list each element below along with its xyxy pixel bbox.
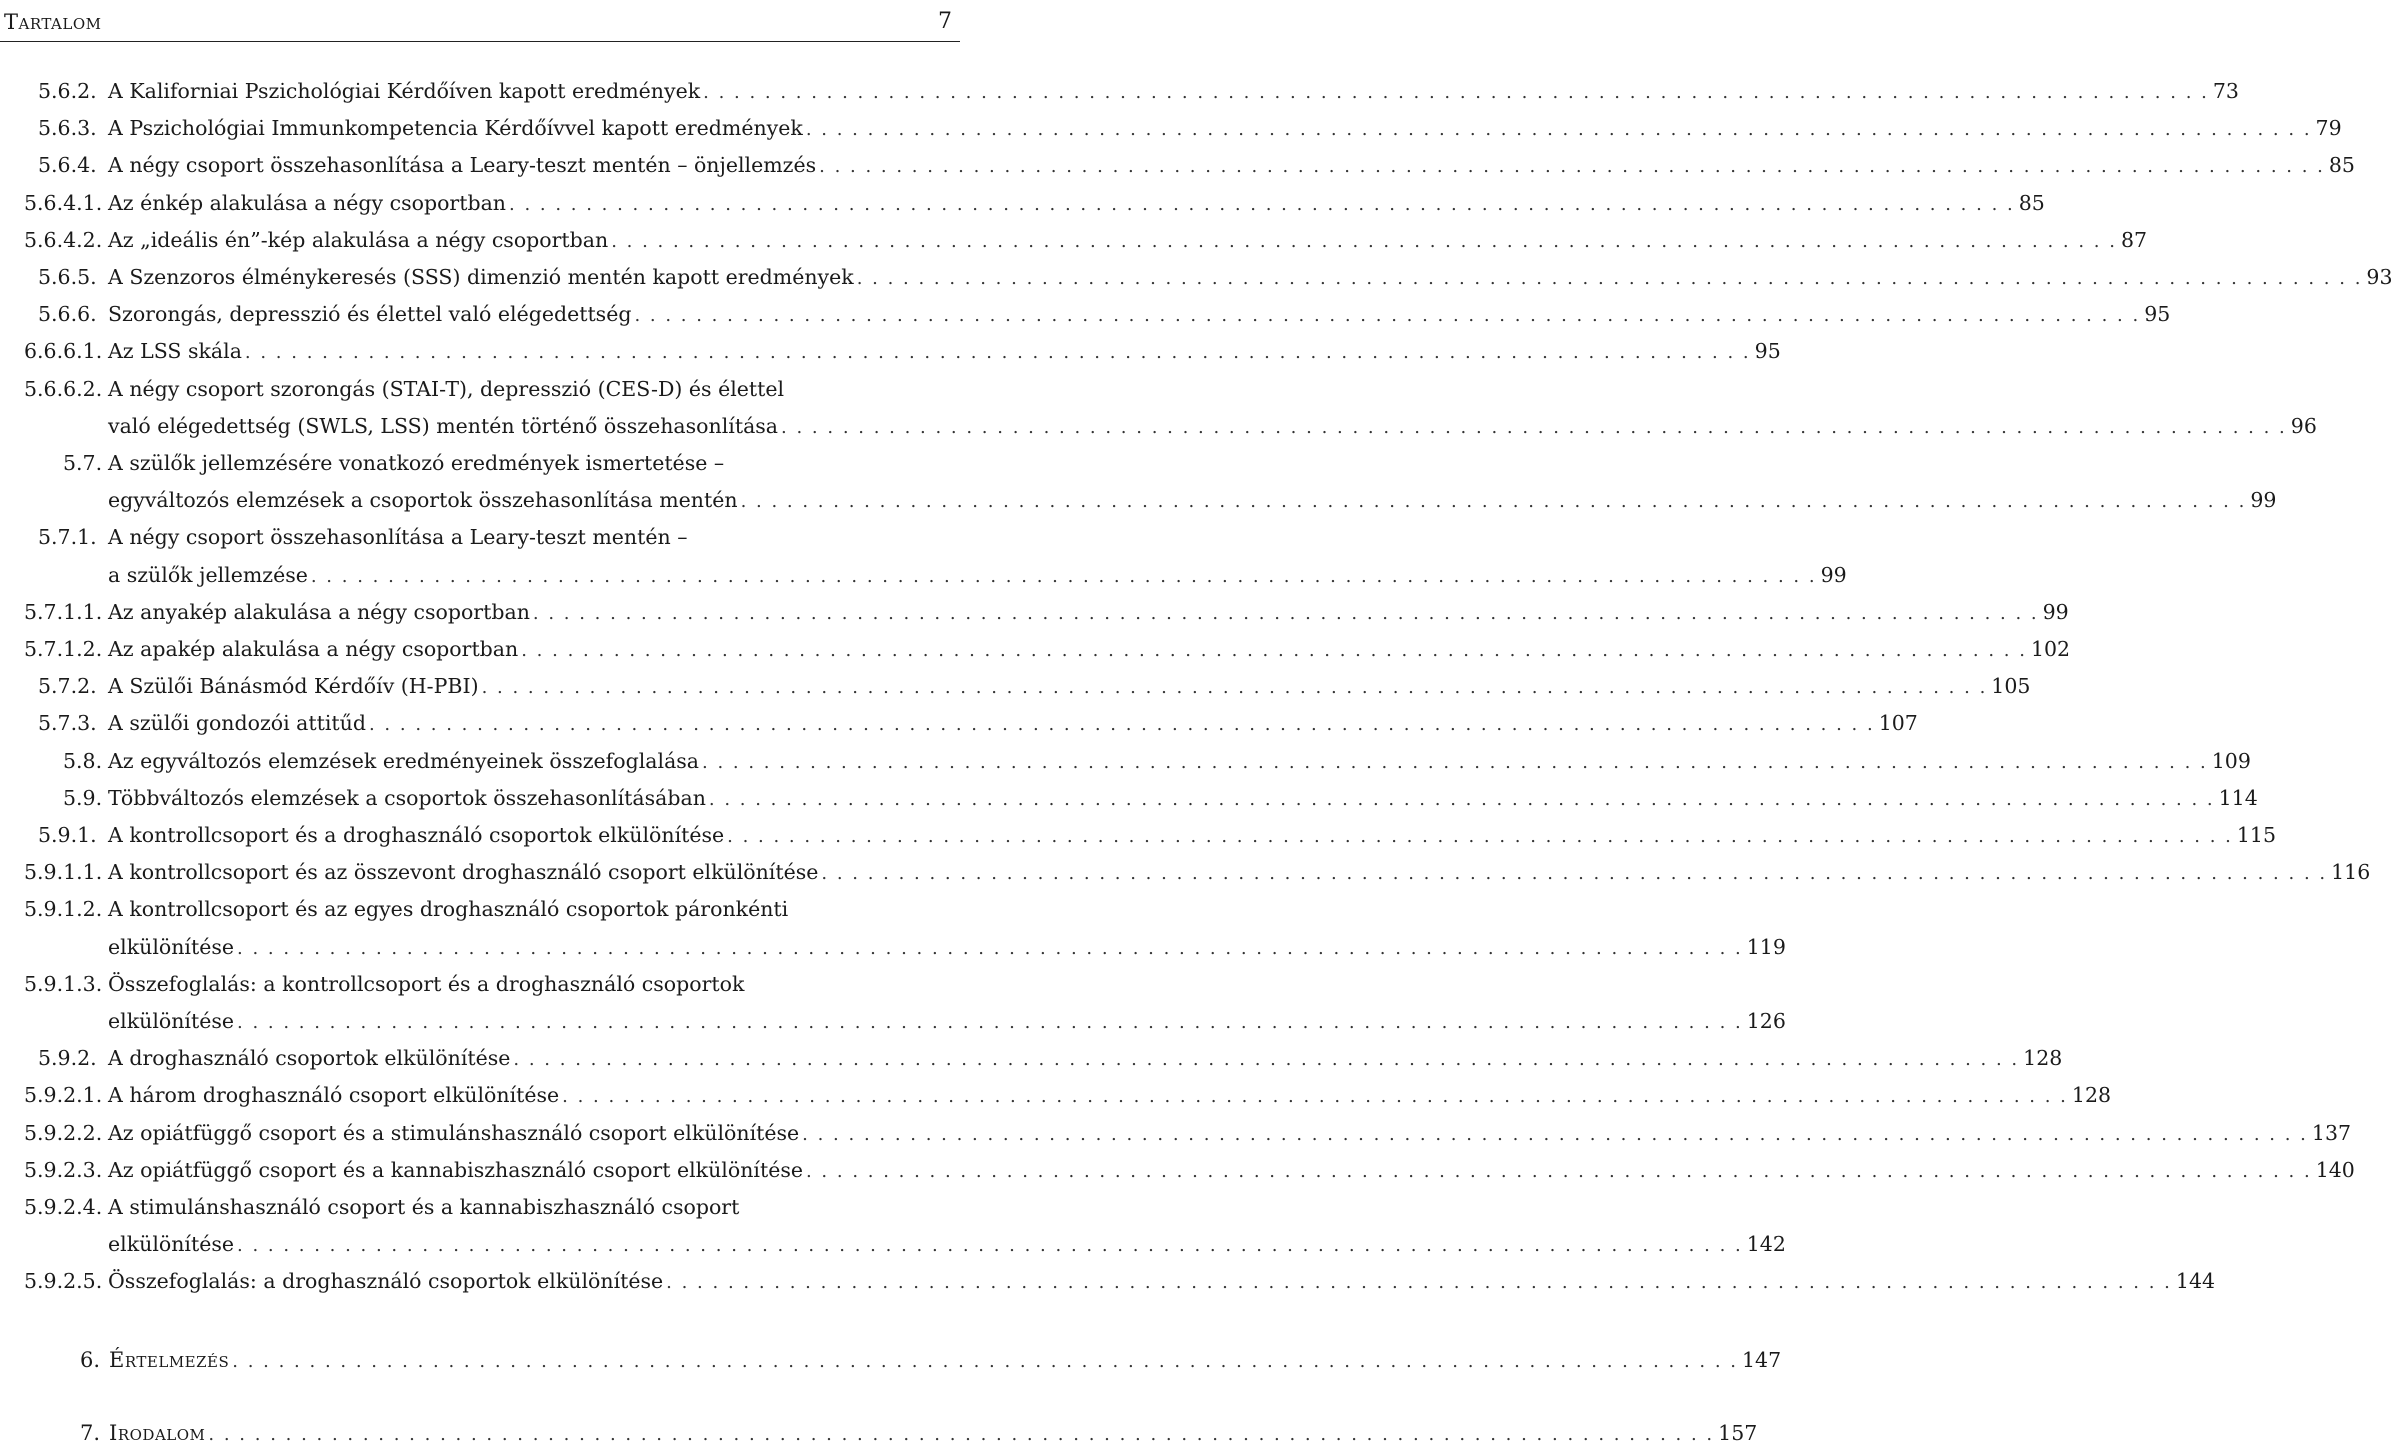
toc-entry-title: A droghasználó csoportok elkülönítése [108,1046,511,1071]
toc-entry-number: 5.9.2.3. [24,1157,103,1182]
toc-entry-title: Az „ideális én”-kép alakulása a négy csoportban [108,227,609,252]
toc-entry-page: 144 [2175,1269,2216,1294]
dot-leader: . . . . . . . . . . . . . . . . . . . . . . . . . . . . . . . . . . . . . . . . . . . . . . . . . . . . . . . . . . . . . . . . . . . . . . . . . . . . . . . . . . . . . . . . . . . . . . . . . . [368,714,1875,736]
toc-entry[interactable] [38,1043,2063,1073]
toc-entry-title-continuation: elkülönítése [108,1009,234,1033]
toc-entry[interactable] [38,671,2031,701]
toc-chapter-page: 157 [1718,1421,1758,1445]
toc-entry-page: 128 [2023,1046,2063,1071]
toc-entry-page: 109 [2211,748,2251,773]
toc-entry-number: 5.6.4.1. [24,190,103,215]
toc-entry-page: 115 [2236,823,2277,847]
dot-leader: . . . . . . . . . . . . . . . . . . . . . . . . . . . . . . . . . . . . . . . . . . . . . . . . . . . . . . . . . . . . . . . . . . . . . . . . . . . . . . . . . . . . . . . . . . . . . . . . . . [856,268,2363,289]
toc-entry-page: 119 [1746,934,1786,959]
toc-entry-page: 73 [2212,79,2239,103]
toc-entry-continuation[interactable] [108,411,2317,441]
dot-leader: . . . . . . . . . . . . . . . . . . . . . . . . . . . . . . . . . . . . . . . . . . . . . . . . . . . . . . . . . . . . . . . . . . . . . . . . . . . . . . . . . . . . . . . . . . . . . . . . . . [727,826,2233,847]
dot-leader: . . . . . . . . . . . . . . . . . . . . . . . . . . . . . . . . . . . . . . . . . . . . . . . . . . . . . . . . . . . . . . . . . . . . . . . . . . . . . . . . . . . . . . . . . . . . . . . . . . [708,788,2215,810]
toc-entry[interactable] [38,150,2355,180]
toc-entry-title: Az LSS skála [108,339,242,364]
toc-entry[interactable] [24,969,950,999]
dot-leader: . . . . . . . . . . . . . . . . . . . . . . . . . . . . . . . . . . . . . . . . . . . . . . . . . . . . . . . . . . . . . . . . . . . . . . . . . . . . . . . . . . . . . . . . . . . . . . . . . . [237,1235,1743,1257]
toc-chapter-entry[interactable] [80,1345,1782,1375]
toc-entry-number: 5.9.2. [38,1046,97,1071]
toc-entry-title: A kontrollcsoport és az összevont droghasználó csoport elkülönítése [108,860,819,885]
toc-entry-page: 126 [1746,1009,1786,1033]
dot-leader: . . . . . . . . . . . . . . . . . . . . . . . . . . . . . . . . . . . . . . . . . . . . . . . . . . . . . . . . . . . . . . . . . . . . . . . . . . . . . . . . . . . . . . . . . . . . . . . . . . [237,1012,1743,1033]
toc-entry-title: A stimulánshasználó csoport és a kannabiszhasználó csoport [108,1195,740,1219]
toc-entry[interactable] [38,522,950,552]
toc-entry-title-continuation: elkülönítése [108,1232,234,1257]
toc-entry-number: 5.9.2.2. [24,1120,103,1145]
toc-entry-number: 5.6.6. [38,302,97,327]
toc-entry-title: A négy csoport összehasonlítása a Leary-teszt mentén – [108,525,688,550]
toc-entry-title: A Szenzoros élménykeresés (SSS) dimenzió mentén kapott eredmények [108,265,854,289]
toc-entry-number: 5.9.2.4. [24,1195,103,1219]
toc-entry-page: 105 [1991,674,2031,699]
toc-entry-page: 85 [2328,153,2355,178]
dot-leader: . . . . . . . . . . . . . . . . . . . . . . . . . . . . . . . . . . . . . . . . . . . . . . . . . . . . . . . . . . . . . . . . . . . . . . . . . . . . . . . . . . . . . . . . . . . . . . . . . . [611,230,2117,252]
toc-entry[interactable] [24,597,2069,627]
toc-entry[interactable] [24,634,2071,664]
toc-entry-number: 6.6.6.1. [24,339,103,364]
toc-entry-number: 5.7.1. [38,525,97,550]
toc-entry-title: Többváltozós elemzések a csoportok összehasonlításában [108,785,706,810]
toc-entry-title: A kontrollcsoport és a droghasználó csoportok elkülönítése [108,823,725,847]
toc-entry-title: Az anyakép alakulása a négy csoportban [108,599,530,624]
dot-leader: . . . . . . . . . . . . . . . . . . . . . . . . . . . . . . . . . . . . . . . . . . . . . . . . . . . . . . . . . . . . . . . . . . . . . . . . . . . . . . . . . . . . . . . . . . . . . . . . . . [666,1272,2172,1294]
dot-leader: . . . . . . . . . . . . . . . . . . . . . . . . . . . . . . . . . . . . . . . . . . . . . . . . . . . . . . . . . . . . . . . . . . . . . . . . . . . . . . . . . . . . . . . . . . . . . . . . . . [513,1049,2020,1071]
toc-entry-number: 5.7.1.1. [24,599,103,624]
toc-entry-page: 93 [2366,265,2393,289]
dot-leader: . . . . . . . . . . . . . . . . . . . . . . . . . . . . . . . . . . . . . . . . . . . . . . . . . . . . . . . . . . . . . . . . . . . . . . . . . . . . . . . . . . . . . . . . . . . . . . . . . . [821,863,2328,885]
toc-entry-title: Az apakép alakulása a négy csoportban [108,637,519,661]
toc-entry[interactable] [38,299,2171,329]
toc-entry-page: 96 [2290,413,2317,438]
dot-leader: . . . . . . . . . . . . . . . . . . . . . . . . . . . . . . . . . . . . . . . . . . . . . . . . . . . . . . . . . . . . . . . . . . . . . . . . . . . . . . . . . . . . . . . . . . . . . . . . . . [740,491,2247,513]
toc-entry-page: 79 [2315,116,2342,141]
toc-entry-page: 87 [2120,227,2148,252]
toc-entry-title: Az opiátfüggő csoport és a stimulánshasználó csoport elkülönítése [108,1120,800,1145]
toc-entry-page: 142 [1746,1232,1786,1257]
dot-leader: . . . . . . . . . . . . . . . . . . . . . . . . . . . . . . . . . . . . . . . . . . . . . . . . . . . . . . . . . . . . . . . . . . . . . . . . . . . . . . . . . . . . . . . . . . . . . . . . . . [481,677,1988,699]
toc-entry-page: 99 [1820,562,1847,587]
toc-entry[interactable] [63,746,2251,776]
toc-entry-page: 95 [2144,302,2171,327]
toc-entry[interactable] [24,336,1781,366]
toc-entry-continuation[interactable] [108,1229,1786,1259]
toc-entry[interactable] [63,448,950,478]
toc-entry[interactable] [24,1192,950,1222]
toc-entry-number: 5.9.2.1. [24,1083,103,1108]
toc-entry[interactable] [38,262,2393,292]
toc-entry-continuation[interactable] [108,560,1847,590]
toc-chapter-page: 147 [1742,1348,1782,1372]
toc-entry-title: A négy csoport összehasonlítása a Leary-teszt mentén – önjellemzés [108,153,817,178]
toc-entry-title-continuation: egyváltozós elemzések a csoportok összehasonlítása mentén [108,488,738,513]
dot-leader: . . . . . . . . . . . . . . . . . . . . . . . . . . . . . . . . . . . . . . . . . . . . . . . . . . . . . . . . . . . . . . . . . . . . . . . . . . . . . . . . . . . . . . . . . . . . . . . . . . [521,640,2027,661]
toc-entry-number: 5.7.1.2. [24,637,103,661]
dot-leader: . . . . . . . . . . . . . . . . . . . . . . . . . . . . . . . . . . . . . . . . . . . . . . . . . . . . . . . . . . . . . . . . . . . . . . . . . . . . . . . . . . . . . . . . . . . . . . . . . . [819,156,2325,178]
toc-entry-number: 5.9.1. [38,823,97,847]
toc-entry-number: 5.9.1.1. [24,860,103,885]
toc-entry-number: 5.6.3. [38,116,97,141]
toc-entry-number: 5.9.2.5. [24,1269,103,1294]
toc-chapter-number: 6. [80,1348,101,1372]
toc-entry[interactable] [24,1266,2216,1296]
toc-chapter-title: Irodalom [109,1421,206,1445]
toc-entry-page: 128 [2071,1083,2112,1108]
running-head-page-number: 7 [938,9,952,34]
running-head-title: Tartalom [4,10,102,34]
toc-entry-number: 5.7.2. [38,674,97,699]
toc-entry-continuation[interactable] [108,485,2277,515]
toc-entry[interactable] [63,783,2258,813]
dot-leader: . . . . . . . . . . . . . . . . . . . . . . . . . . . . . . . . . . . . . . . . . . . . . . . . . . . . . . . . . . . . . . . . . . . . . . . . . . . . . . . . . . . . . . . . . . . . . . . . . . [532,602,2039,624]
toc-entry-number: 5.9.1.3. [24,971,103,996]
toc-entry[interactable] [24,1155,2355,1185]
toc-entry[interactable] [24,894,950,924]
dot-leader: . . . . . . . . . . . . . . . . . . . . . . . . . . . . . . . . . . . . . . . . . . . . . . . . . . . . . . . . . . . . . . . . . . . . . . . . . . . . . . . . . . . . . . . . . . . . . . . . . . [244,342,1751,364]
toc-chapter-number: 7. [80,1421,101,1445]
toc-entry-number: 5.6.6.2. [24,376,103,401]
dot-leader: . . . . . . . . . . . . . . . . . . . . . . . . . . . . . . . . . . . . . . . . . . . . . . . . . . . . . . . . . . . . . . . . . . . . . . . . . . . . . . . . . . . . . . . . . . . . . . . . . . [634,305,2141,327]
dot-leader: . . . . . . . . . . . . . . . . . . . . . . . . . . . . . . . . . . . . . . . . . . . . . . . . . . . . . . . . . . . . . . . . . . . . . . . . . . . . . . . . . . . . . . . . . . . . . . . . . . [237,937,1743,959]
toc-entry-page: 140 [2315,1157,2355,1182]
toc-entry-title: Az egyváltozós elemzések eredményeinek összefoglalása [108,748,700,773]
toc-entry[interactable] [38,820,2277,850]
dot-leader: . . . . . . . . . . . . . . . . . . . . . . . . . . . . . . . . . . . . . . . . . . . . . . . . . . . . . . . . . . . . . . . . . . . . . . . . . . . . . . . . . . . . . . . . . . . . . . . . . . [802,1123,2308,1145]
toc-entry-number: 5.9.1.2. [24,897,103,922]
page-header [0,0,960,44]
toc-entry-title: A négy csoport szorongás (STAI-T), depresszió (CES-D) és élettel [108,376,785,401]
toc-entry-title-continuation: elkülönítése [108,934,234,959]
toc-entry-title: A Pszichológiai Immunkompetencia Kérdőívvel kapott eredmények [108,116,803,141]
toc-chapter-entry[interactable] [80,1418,1758,1448]
toc-entry-title: A kontrollcsoport és az egyes droghasználó csoportok páronkénti [108,897,789,922]
toc-entry-title: A Szülői Bánásmód Kérdőív (H-PBI) [108,674,479,699]
dot-leader: . . . . . . . . . . . . . . . . . . . . . . . . . . . . . . . . . . . . . . . . . . . . . . . . . . . . . . . . . . . . . . . . . . . . . . . . . . . . . . . . . . . . . . . . . . . . . . . . . . [310,565,1817,587]
toc-entry-title: Szorongás, depresszió és élettel való elégedettség [108,302,632,327]
toc-entry-number: 5.8. [63,748,103,773]
toc-entry-number: 5.6.4. [38,153,97,178]
toc-entry-title-continuation: a szülők jellemzése [108,562,308,587]
toc-entry-title: A három droghasználó csoport elkülönítése [108,1083,560,1108]
toc-entry[interactable] [38,113,2342,143]
toc-entry-title: Az énkép alakulása a négy csoportban [108,190,506,215]
toc-entry-number: 5.7.3. [38,711,97,736]
toc-entry[interactable] [24,1118,2352,1148]
toc-entry-page: 137 [2311,1120,2352,1145]
toc-entry[interactable] [24,857,2371,887]
dot-leader: . . . . . . . . . . . . . . . . . . . . . . . . . . . . . . . . . . . . . . . . . . . . . . . . . . . . . . . . . . . . . . . . . . . . . . . . . . . . . . . . . . . . . . . . . . . . . . . . . . [702,751,2208,773]
toc-entry-title: A szülők jellemzésére vonatkozó eredmények ismertetése – [108,451,725,475]
toc-entry[interactable] [38,76,2239,106]
dot-leader: . . . . . . . . . . . . . . . . . . . . . . . . . . . . . . . . . . . . . . . . . . . . . . . . . . . . . . . . . . . . . . . . . . . . . . . . . . . . . . . . . . . . . . . . . . . . . . . . . . [805,1160,2312,1182]
toc-entry[interactable] [24,225,2148,255]
header-rule [0,41,960,42]
toc-entry-continuation[interactable] [108,932,1786,962]
toc-entry-continuation[interactable] [108,1006,1786,1036]
toc-entry-page: 107 [1878,711,1918,736]
toc-entry-title-continuation: való elégedettség (SWLS, LSS) mentén történő összehasonlítása [108,413,779,438]
toc-entry-page: 85 [2018,190,2045,215]
toc-entry-page: 102 [2030,637,2071,661]
dot-leader: . . . . . . . . . . . . . . . . . . . . . . . . . . . . . . . . . . . . . . . . . . . . . . . . . . . . . . . . . . . . . . . . . . . . . . . . . . . . . . . . . . . . . . . . . . . . . . . . . . [805,119,2312,141]
dot-leader: . . . . . . . . . . . . . . . . . . . . . . . . . . . . . . . . . . . . . . . . . . . . . . . . . . . . . . . . . . . . . . . . . . . . . . . . . . . . . . . . . . . . . . . . . . . . . . . . . . [703,82,2209,103]
dot-leader: . . . . . . . . . . . . . . . . . . . . . . . . . . . . . . . . . . . . . . . . . . . . . . . . . . . . . . . . . . . . . . . . . . . . . . . . . . . . . . . . . . . . . . . . . . . . . . . . . . [509,193,2015,215]
dot-leader: . . . . . . . . . . . . . . . . . . . . . . . . . . . . . . . . . . . . . . . . . . . . . . . . . . . . . . . . . . . . . . . . . . . . . . . . . . . . . . . . . . . . . . . . . . . . . . . . . . [208,1424,1715,1445]
toc-entry[interactable] [24,1080,2112,1110]
toc-entry-page: 95 [1754,339,1781,364]
toc-entry[interactable] [24,374,950,404]
toc-entry-number: 5.6.5. [38,265,97,289]
toc-entry-title: Az opiátfüggő csoport és a kannabiszhasználó csoport elkülönítése [108,1157,803,1182]
dot-leader: . . . . . . . . . . . . . . . . . . . . . . . . . . . . . . . . . . . . . . . . . . . . . . . . . . . . . . . . . . . . . . . . . . . . . . . . . . . . . . . . . . . . . . . . . . . . . . . . . . [232,1351,1739,1372]
toc-entry[interactable] [24,188,2045,218]
toc-entry[interactable] [38,708,1918,738]
toc-entry-page: 116 [2331,860,2371,885]
toc-chapter-title: Értelmezés [109,1348,230,1372]
toc-entry-title: A Kaliforniai Pszichológiai Kérdőíven kapott eredmények [108,79,701,103]
toc-entry-number: 5.7. [63,451,103,475]
toc-entry-page: 114 [2218,785,2258,810]
toc-entry-number: 5.6.4.2. [24,227,103,252]
toc-entry-number: 5.6.2. [38,79,97,103]
toc-entry-title: Összefoglalás: a droghasználó csoportok elkülönítése [108,1269,664,1294]
toc-entry-number: 5.9. [63,785,103,810]
toc-entry-title: Összefoglalás: a kontrollcsoport és a droghasználó csoportok [108,971,745,996]
toc-entry-page: 99 [2250,488,2277,513]
toc-entry-title: A szülői gondozói attitűd [108,711,366,736]
toc-entry-page: 99 [2042,599,2069,624]
dot-leader: . . . . . . . . . . . . . . . . . . . . . . . . . . . . . . . . . . . . . . . . . . . . . . . . . . . . . . . . . . . . . . . . . . . . . . . . . . . . . . . . . . . . . . . . . . . . . . . . . . [562,1086,2068,1108]
dot-leader: . . . . . . . . . . . . . . . . . . . . . . . . . . . . . . . . . . . . . . . . . . . . . . . . . . . . . . . . . . . . . . . . . . . . . . . . . . . . . . . . . . . . . . . . . . . . . . . . . . [781,416,2287,438]
